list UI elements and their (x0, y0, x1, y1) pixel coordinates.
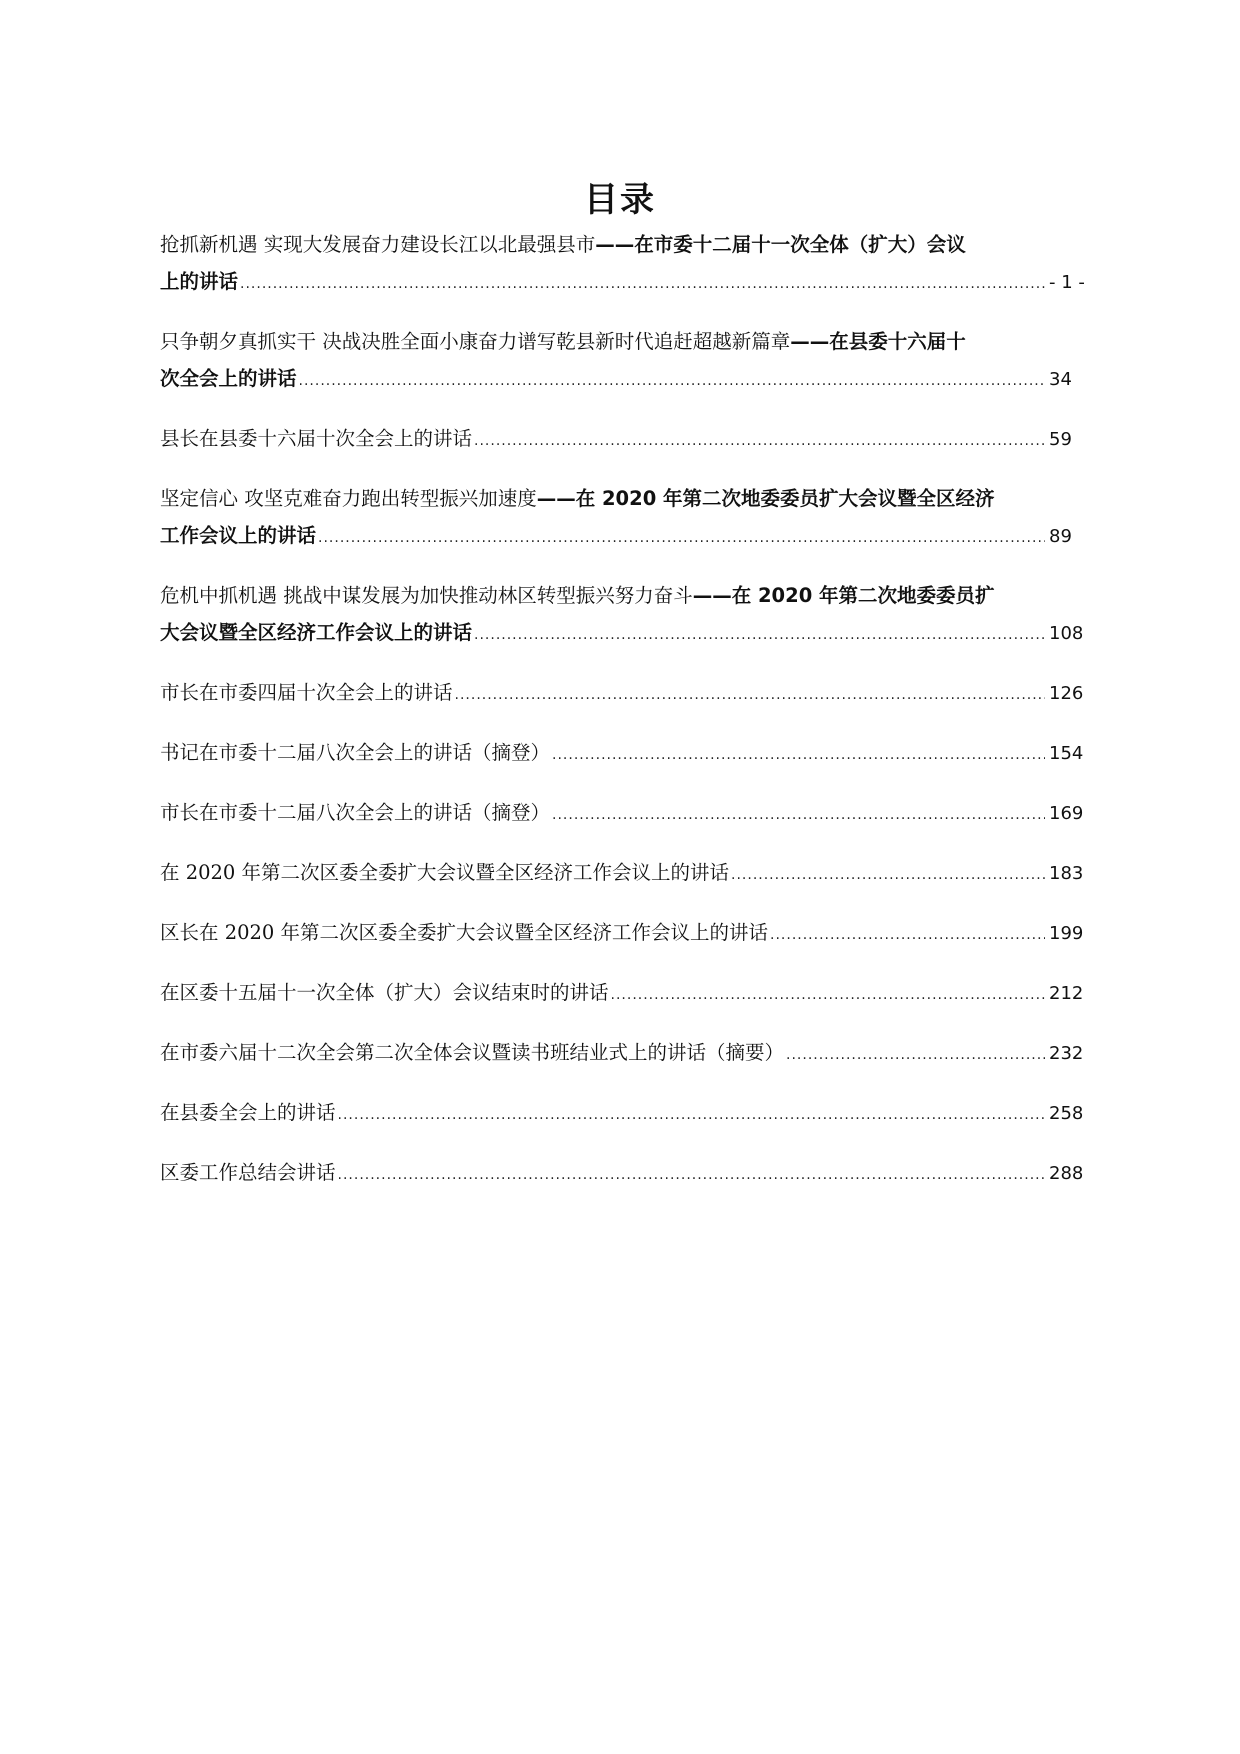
dot-leader (552, 797, 1045, 834)
toc-list (160, 226, 1095, 1214)
dot-leader (318, 520, 1045, 557)
toc-entry-page: 154 (1049, 743, 1084, 764)
toc-entry-page: 169 (1049, 803, 1084, 824)
toc-entry-subtitle-tail: 上的讲话 (160, 270, 239, 293)
toc-entry-subtitle: ——在市委十二届十一次全体（扩大）会议 (595, 233, 966, 256)
toc-entry-page: 288 (1049, 1163, 1084, 1184)
toc-entry[interactable] (160, 1094, 1095, 1134)
toc-entry[interactable] (160, 226, 1095, 303)
dot-leader (770, 917, 1045, 954)
dot-leader (338, 1097, 1045, 1134)
dot-leader (338, 1157, 1045, 1194)
toc-entry-page: 199 (1049, 923, 1084, 944)
toc-entry[interactable] (160, 794, 1095, 834)
dot-leader (474, 617, 1045, 654)
toc-entry-subtitle: ——在 2020 年第二次地委委员扩大会议暨全区经济 (536, 487, 995, 510)
toc-entry-title: 只争朝夕真抓实干 决战决胜全面小康奋力谱写乾县新时代追赶超越新篇章 (160, 330, 791, 353)
toc-entry-title: 在 2020 年第二次区委全委扩大会议暨全区经济工作会议上的讲话 (160, 861, 730, 884)
dot-leader (455, 677, 1045, 714)
toc-entry[interactable] (160, 480, 1095, 557)
toc-entry-page: 89 (1049, 526, 1072, 547)
toc-entry-page: 183 (1049, 863, 1084, 884)
toc-entry[interactable] (160, 854, 1095, 894)
toc-entry-subtitle-tail: 大会议暨全区经济工作会议上的讲话 (160, 621, 473, 644)
toc-entry-title: 市长在市委十二届八次全会上的讲话（摘登） (160, 801, 551, 824)
toc-entry[interactable] (160, 674, 1095, 714)
toc-entry-page: 258 (1049, 1103, 1084, 1124)
toc-entry-page: 108 (1049, 623, 1084, 644)
toc-entry-subtitle: ——在 2020 年第二次地委委员扩 (692, 584, 995, 607)
toc-entry[interactable] (160, 323, 1095, 400)
toc-entry-title: 在市委六届十二次全会第二次全体会议暨读书班结业式上的讲话（摘要） (160, 1041, 785, 1064)
dot-leader (552, 737, 1045, 774)
dot-leader (240, 266, 1045, 303)
toc-entry[interactable] (160, 734, 1095, 774)
toc-entry-title: 书记在市委十二届八次全会上的讲话（摘登） (160, 741, 551, 764)
toc-entry[interactable] (160, 1154, 1095, 1194)
toc-entry-title: 市长在市委四届十次全会上的讲话 (160, 681, 453, 704)
dot-leader (611, 977, 1045, 1014)
dot-leader (474, 423, 1045, 460)
toc-entry-page: - 1 - (1049, 272, 1085, 293)
dot-leader (299, 363, 1045, 400)
toc-entry-page: 34 (1049, 369, 1072, 390)
toc-entry-page: 232 (1049, 1043, 1084, 1064)
toc-entry[interactable] (160, 420, 1095, 460)
toc-title: 目录 (584, 180, 656, 220)
toc-entry-title: 区委工作总结会讲话 (160, 1161, 336, 1184)
toc-entry-title: 在县委全会上的讲话 (160, 1101, 336, 1124)
toc-entry[interactable] (160, 974, 1095, 1014)
toc-entry[interactable] (160, 914, 1095, 954)
toc-entry-subtitle-tail: 工作会议上的讲话 (160, 524, 317, 547)
toc-entry-subtitle-tail: 次全会上的讲话 (160, 367, 297, 390)
toc-entry[interactable] (160, 577, 1095, 654)
dot-leader (731, 857, 1045, 894)
dot-leader (786, 1037, 1045, 1074)
toc-entry[interactable] (160, 1034, 1095, 1074)
toc-entry-title: 在区委十五届十一次全体（扩大）会议结束时的讲话 (160, 981, 609, 1004)
toc-entry-page: 212 (1049, 983, 1084, 1004)
toc-entry-title: 区长在 2020 年第二次区委全委扩大会议暨全区经济工作会议上的讲话 (160, 921, 769, 944)
toc-entry-title: 抢抓新机遇 实现大发展奋力建设长江以北最强县市 (160, 233, 596, 256)
toc-entry-page: 126 (1049, 683, 1084, 704)
toc-entry-title: 坚定信心 攻坚克难奋力跑出转型振兴加速度 (160, 487, 537, 510)
toc-entry-page: 59 (1049, 429, 1072, 450)
toc-entry-subtitle: ——在县委十六届十 (790, 330, 966, 353)
toc-entry-title: 县长在县委十六届十次全会上的讲话 (160, 427, 473, 450)
toc-entry-title: 危机中抓机遇 挑战中谋发展为加快推动林区转型振兴努力奋斗 (160, 584, 693, 607)
